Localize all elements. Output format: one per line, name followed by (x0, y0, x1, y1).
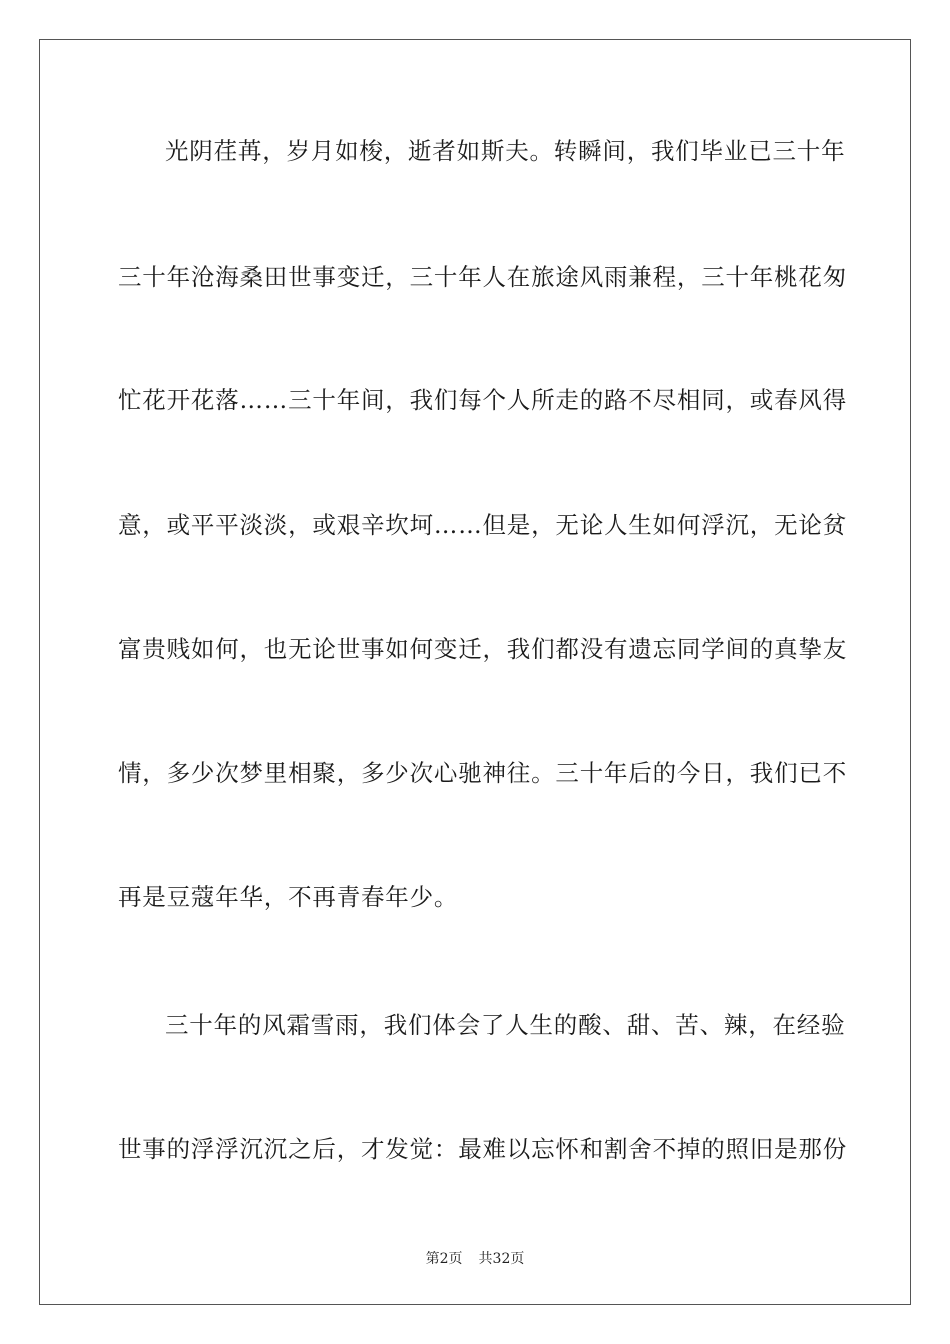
paragraph-2-line-2: 世事的浮浮沉沉之后，才发觉：最难以忘怀和割舍不掉的照旧是那份 (118, 1135, 847, 1163)
paragraph-1-line-5: 富贵贱如何，也无论世事如何变迁，我们都没有遗忘同学间的真挚友 (118, 635, 847, 663)
page-footer (0, 1248, 950, 1268)
paragraph-1-line-2: 三十年沧海桑田世事变迁，三十年人在旅途风雨兼程，三十年桃花匆 (118, 263, 847, 291)
paragraph-1-line-6: 情，多少次梦里相聚，多少次心驰神往。三十年后的今日，我们已不 (118, 759, 847, 787)
paragraph-1-line-1: 光阴荏苒，岁月如梭，逝者如斯夫。转瞬间，我们毕业已三十年 (165, 137, 846, 165)
paragraph-1-line-7: 再是豆蔻年华，不再青春年少。 (118, 883, 459, 911)
paragraph-1-line-3: 忙花开花落……三十年间，我们每个人所走的路不尽相同，或春风得 (118, 386, 847, 414)
page-number: 第2页 (425, 1251, 463, 1267)
page-frame (39, 39, 911, 1305)
paragraph-2-line-1: 三十年的风霜雪雨，我们体会了人生的酸、甜、苦、辣，在经验 (165, 1011, 846, 1039)
paragraph-1-line-4: 意，或平平淡淡，或艰辛坎坷……但是，无论人生如何浮沉，无论贫 (118, 511, 847, 539)
page-total: 共32页 (478, 1251, 525, 1267)
